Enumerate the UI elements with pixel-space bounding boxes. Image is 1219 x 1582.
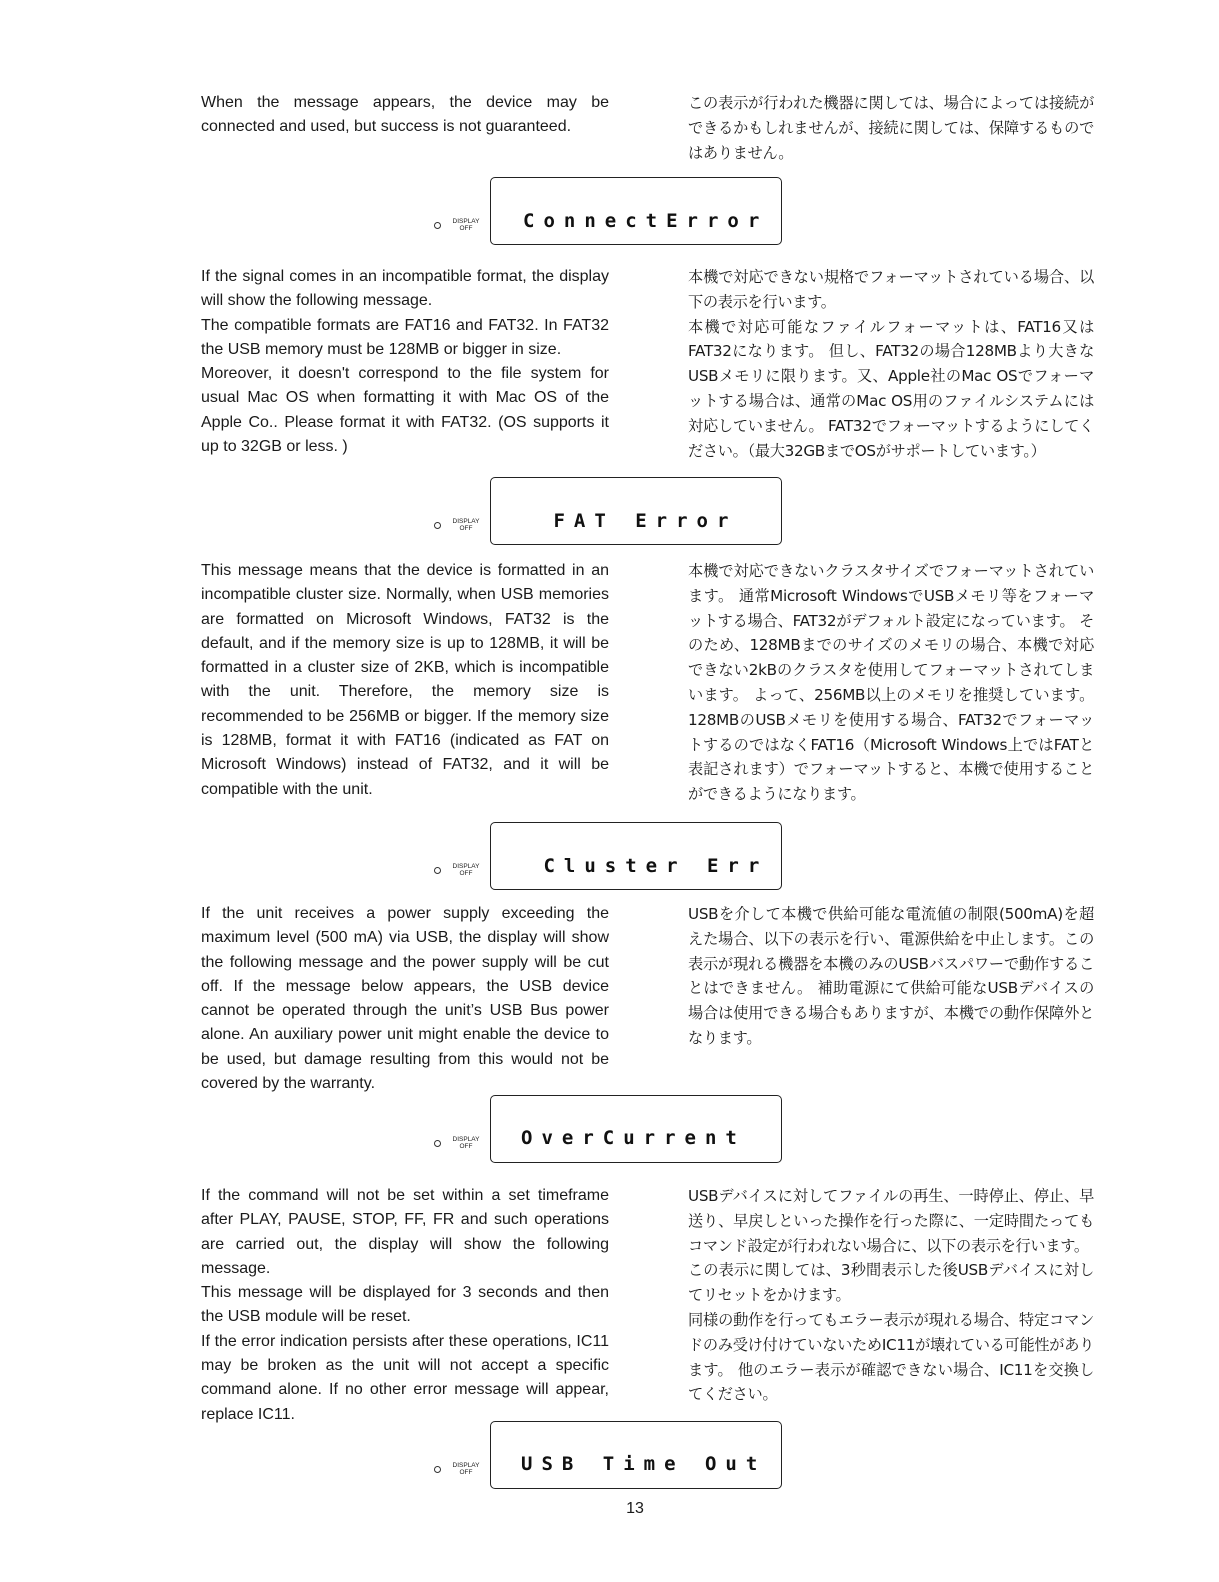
indicator-led-icon bbox=[434, 1466, 441, 1473]
display-off-label: DISPLAY OFF bbox=[452, 1136, 480, 1150]
display-over-current bbox=[434, 1095, 786, 1165]
paragraph: If the unit receives a power supply exceeding the maximum level (500 mA) via USB, the display will show the following message and the power supply will be cut off. If the message below appears, the USB device cannot be operated through the unit’s USB Bus power alone. An auxiliary power unit might enable the device to be used, but damage resulting from this would not be covered by the warranty. bbox=[201, 905, 609, 1093]
display-connect-error bbox=[434, 177, 786, 247]
paragraph: 本機で対応できないクラスタサイズでフォーマットされています。 通常Microsoft WindowsでUSBメモリ等をフォーマットする場合、FAT32がデフォルト設定になっています。 そのため、128MBまでのサイズのメモリの場合、本機で対応できない2kBのクラスタを使用してフォーマットされてしまいます。 よって、256MB以上のメモリを推奨しています。 128MBのUSBメモリを使用する場合、FAT32でフォーマットするのではなくFAT16（Microsoft Windows上ではFATと表記されます）でフォーマットすると、本機で使用することができるようになります。 bbox=[688, 562, 1094, 804]
paragraph: This message will be displayed for 3 seconds and then the USB module will be reset. bbox=[201, 1284, 609, 1326]
paragraph: この表示が行われた機器に関しては、場合によっては接続ができるかもしれませんが、接続に関しては、保障するものではありません。 bbox=[688, 94, 1094, 162]
display-message: FAT Error bbox=[533, 510, 738, 532]
paragraph: This message means that the device is formatted in an incompatible cluster size. Normally, when USB memories are formatted on Microsoft Windows, FAT32 is the default, and if the memory size is up to 128MB, it will be formatted in a cluster size of 2KB, which is incompatible with the unit. Therefore, the memory size is recommended to be 256MB or bigger. If the memory size is 128MB, format it with FAT16 (indicated as FAT on Microsoft Windows) instead of FAT32, and it will be compatible with the unit. bbox=[201, 562, 609, 798]
display-message: Cluster Err bbox=[523, 855, 769, 877]
japanese-text bbox=[688, 1184, 1094, 1407]
english-text bbox=[201, 265, 609, 459]
fl-display-panel bbox=[490, 177, 782, 245]
fl-display-panel bbox=[490, 1095, 782, 1163]
indicator-led-icon bbox=[434, 222, 441, 229]
page-number: 13 bbox=[626, 1500, 644, 1517]
display-message: OverCurrent bbox=[521, 1127, 746, 1149]
japanese-text bbox=[688, 902, 1094, 1051]
paragraph: If the signal comes in an incompatible format, the display will show the following message. bbox=[201, 268, 609, 310]
english-text bbox=[201, 902, 609, 1096]
indicator-led-icon bbox=[434, 522, 441, 529]
display-message: USB Time Out bbox=[521, 1453, 767, 1475]
english-text bbox=[201, 1184, 609, 1427]
paragraph: 本機で対応可能なファイルフォーマットは、FAT16又はFAT32になります。 但し、FAT32の場合128MBより大きなUSBメモリに限ります。又、Apple社のMac OSでフォーマットする場合は、通常のMac OS用のファイルシステムには対応していません。 FAT32でフォーマットするようにしてください。（最大32GBまでOSがサポートしています。） bbox=[688, 317, 1094, 460]
paragraph: 本機で対応できない規格でフォーマットされている場合、以下の表示を行います。 bbox=[688, 268, 1094, 311]
fl-display-panel bbox=[490, 477, 782, 545]
display-off-label: DISPLAY OFF bbox=[452, 1462, 480, 1476]
indicator-led-icon bbox=[434, 1140, 441, 1147]
indicator-led-icon bbox=[434, 867, 441, 874]
english-text bbox=[201, 559, 609, 802]
display-off-label: DISPLAY OFF bbox=[452, 218, 480, 232]
display-message: ConnectError bbox=[523, 210, 769, 232]
paragraph: If the error indication persists after these operations, IC11 may be broken as the unit will not accept a specific command alone. If no other error message will appear, replace IC11. bbox=[201, 1332, 609, 1423]
paragraph: The compatible formats are FAT16 and FAT32. In FAT32 the USB memory must be 128MB or bigger in size. bbox=[201, 316, 609, 358]
japanese-text bbox=[688, 91, 1094, 165]
paragraph: USBを介して本機で供給可能な電流値の制限(500mA)を超えた場合、以下の表示を行い、電源供給を中止します。この表示が現れる機器を本機のみのUSBバスパワーで動作することはできません。 補助電源にて供給可能なUSBデバイスの場合は使用できる場合もありますが、本機での動作保障外となります。 bbox=[688, 905, 1094, 1047]
japanese-text bbox=[688, 265, 1094, 463]
fl-display-panel bbox=[490, 822, 782, 890]
display-cluster-error bbox=[434, 822, 786, 892]
paragraph: When the message appears, the device may be connected and used, but success is not guaranteed. bbox=[201, 94, 609, 136]
paragraph: 同様の動作を行ってもエラー表示が現れる場合、特定コマンドのみ受け付けていないためIC11が壊れている可能性があります。 他のエラー表示が確認できない場合、IC11を交換してください。 bbox=[688, 1310, 1094, 1404]
fl-display-panel bbox=[490, 1421, 782, 1489]
japanese-text bbox=[688, 559, 1094, 807]
display-usb-time-out bbox=[434, 1421, 786, 1491]
paragraph: Moreover, it doesn't correspond to the file system for usual Mac OS when formatting it with Mac OS of the Apple Co.. Please format it with FAT32. (OS supports it up to 32GB or less. ) bbox=[201, 365, 609, 456]
english-text bbox=[201, 91, 609, 140]
display-off-label: DISPLAY OFF bbox=[452, 518, 480, 532]
paragraph: USBデバイスに対してファイルの再生、一時停止、停止、早送り、早戻しといった操作を行った際に、一定時間たってもコマンド設定が行われない場合に、以下の表示を行います。 bbox=[688, 1187, 1094, 1255]
paragraph: If the command will not be set within a set timeframe after PLAY, PAUSE, STOP, FF, FR and such operations are carried out, the display will show the following message. bbox=[201, 1187, 609, 1277]
paragraph: この表示に関しては、3秒間表示した後USBデバイスに対してリセットをかけます。 bbox=[688, 1261, 1094, 1305]
display-fat-error bbox=[434, 477, 786, 547]
display-off-label: DISPLAY OFF bbox=[452, 863, 480, 877]
